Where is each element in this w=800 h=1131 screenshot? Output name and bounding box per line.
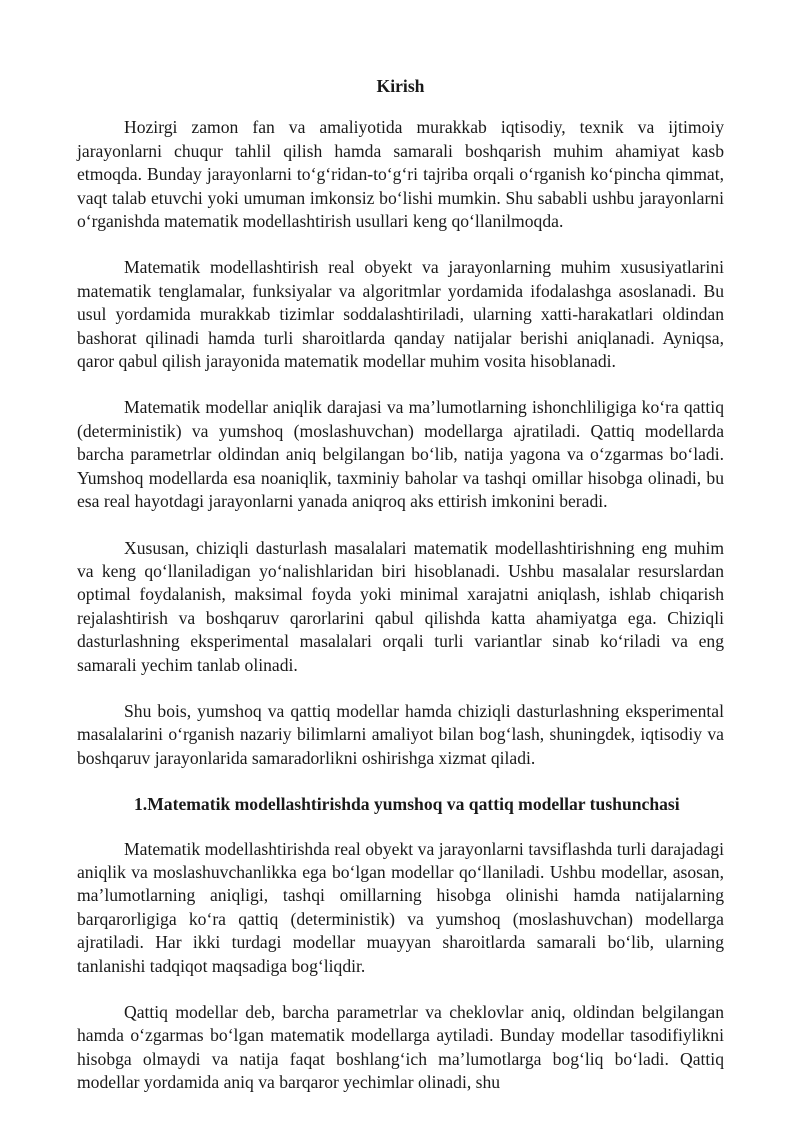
section-paragraph-1: Matematik modellashtirishda real obyekt va jarayonlarni tavsiflashda turli darajadagi aniqlik va moslashuvchanlikka ega bo‘lgan modellar qo‘llaniladi. Ushbu modellar, asosan, ma’lumotlarning aniqligi, tashqi omillarning hisobga olinishi hamda natijalarning barqarorligiga ko‘ra qattiq (deterministik) va yumshoq (moslashuvchan) modellarga ajratiladi. Har ikki turdagi modellar muayyan sharoitlarda samarali bo‘lib, ularning tanlanishi tadqiqot maqsadiga bog‘liqdir. [77, 838, 724, 976]
document-content [77, 75, 724, 1118]
intro-paragraph-1: Hozirgi zamon fan va amaliyotida murakkab iqtisodiy, texnik va ijtimoiy jarayonlarni chuqur tahlil qilish hamda samarali boshqarish muhim ahamiyat kasb etmoqda. Bunday jarayonlarni to‘g‘ridan-to‘g‘ri tajriba orqali o‘rganish ko‘pincha qimmat, vaqt talab etuvchi yoki umuman imkonsiz bo‘lishi mumkin. Shu sababli ushbu jarayonlarni o‘rganishda matematik modellashtirish usullari keng qo‘llanilmoqda. [77, 117, 724, 232]
intro-paragraph-4: Xususan, chiziqli dasturlash masalalari matematik modellashtirishning eng muhim va keng qo‘llaniladigan yo‘nalishlaridan biri hisoblanadi. Ushbu masalalar resurslardan optimal foydalanish, maksimal foyda yoki minimal xarajatni aniqlash, ishlab chiqarish rejalashtirish va boshqaruv qarorlarini qabul qilishda katta ahamiyatga ega. Chiziqli dasturlashning eksperimental masalalari orqali turli variantlar sinab ko‘riladi va eng samarali yechim tanlab olinadi. [77, 537, 724, 675]
intro-paragraph-3: Matematik modellar aniqlik darajasi va ma’lumotlarning ishonchliligiga ko‘ra qattiq (deterministik) va yumshoq (moslashuvchan) modellarga ajratiladi. Qattiq modellarda barcha parametrlar oldindan aniq belgilangan bo‘lib, natija yagona va o‘zgarmas bo‘ladi. Yumshoq modellarda esa noaniqlik, taxminiy baholar va tashqi omillar hisobga olinadi, bu esa real hayotdagi jarayonlarni yanada aniqroq aks ettirish imkonini beradi. [77, 397, 724, 512]
section-paragraph-2: Qattiq modellar deb, barcha parametrlar va cheklovlar aniq, oldindan belgilangan hamda o‘zgarmas bo‘lgan matematik modellarga aytiladi. Bunday modellar tasodifiylikni hisobga olmaydi va natija faqat boshlang‘ich ma’lumotlarga bog‘liq bo‘ladi. Qattiq modellar yordamida aniq va barqaror yechimlar olinadi, shu [77, 1002, 724, 1093]
intro-paragraph-5: Shu bois, yumshoq va qattiq modellar hamda chiziqli dasturlashning eksperimental masalalarini o‘rganish nazariy bilimlarni amaliyot bilan bog‘lash, shuningdek, iqtisodiy va boshqaruv jarayonlarida samaradorlikni oshirishga xizmat qiladi. [77, 700, 724, 768]
intro-paragraph-2: Matematik modellashtirish real obyekt va jarayonlarning muhim xususiyatlarini matematik tenglamalar, funksiyalar va algoritmlar yordamida ifodalashga asoslanadi. Bu usul yordamida murakkab tizimlar soddalashtiriladi, ularning xatti-harakatlari oldindan bashorat qilinadi hamda turli sharoitlarda qanday natijalar berishi aniqlanadi. Ayniqsa, qaror qabul qilish jarayonida matematik modellar muhim vosita hisoblanadi. [77, 257, 724, 372]
page-title: Kirish [376, 76, 425, 96]
section-heading: 1.Matematik modellashtirishda yumshoq va qattiq modellar tushunchasi [134, 794, 680, 815]
